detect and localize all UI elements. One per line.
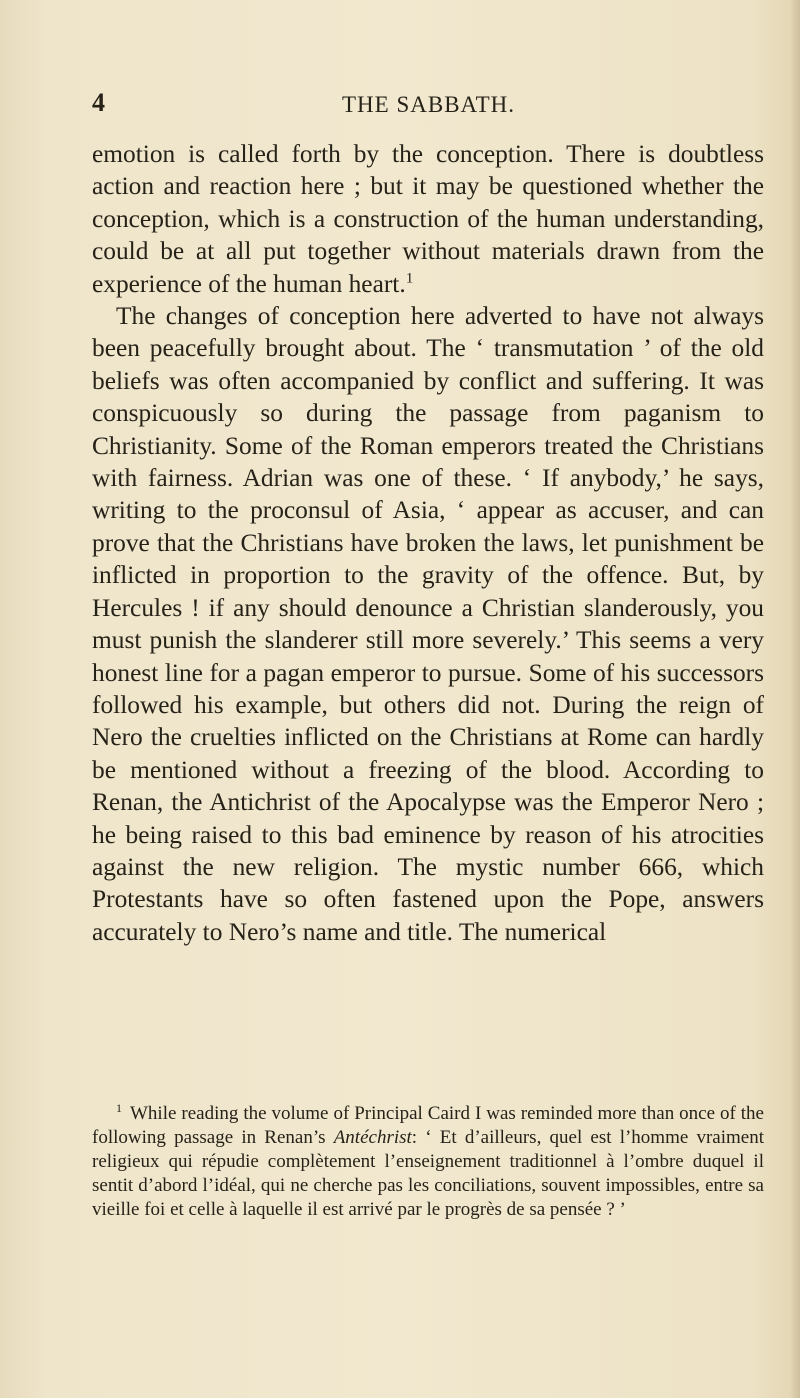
footnote-text-before: While reading the volume of Principal Caird I was reminded more than once of the following passage in Renan’s xyxy=(92,1103,764,1148)
running-head: THE SABBATH. xyxy=(342,92,516,117)
footnote xyxy=(92,1102,764,1222)
page-header xyxy=(92,88,752,118)
paragraph-2: The changes of conception here adverted to have not always been peacefully brought about. The ‘ transmutation ’ of the old beliefs was often accompanied by conflict and suffering. It was conspicuously so during the passage from paganism to Christianity. Some of the Roman emperors treated the Christians with fairness. Adrian was one of these. ‘ If anybody,’ he says, writing to the proconsul of Asia, ‘ appear as accuser, and can prove that the Christians have broken the laws, let punishment be inflicted in proportion to the gravity of the offence. But, by Hercules ! if any should denounce a Christian slanderously, you must punish the slanderer still more severely.’ This seems a very honest line for a pagan emperor to pursue. Some of his successors followed his example, but others did not. During the reign of Nero the cruelties inflicted on the Christians at Rome can hardly be mentioned without a freezing of the blood. According to Renan, the Antichrist of the Apocalypse was the Emperor Nero ; he being raised to this bad eminence by reason of his atrocities against the new religion. The mystic number 666, which Protestants have so often fastened upon the Pope, answers accurately to Nero’s name and title. The numerical xyxy=(92,302,764,946)
paragraph-continuation xyxy=(92,138,764,300)
page-number: 4 xyxy=(92,88,105,117)
footnote-text-after: : ‘ Et d’ailleurs, quel est l’homme vraiment religieux qui répudie complètement l’enseignement traditionnel à l’ombre duquel il sentit d’abord l’idéal, qui ne cherche pas les conciliations, souvent impossibles, entre sa vieille foi et celle à laquelle il est arrivé par le progrès de sa pensée ? ’ xyxy=(92,1127,764,1220)
footnote-mark: 1 xyxy=(116,1100,122,1115)
page-edge-shadow xyxy=(790,0,800,1398)
footnote-book-title: Antéchrist xyxy=(333,1127,412,1148)
main-text xyxy=(92,138,764,948)
paragraph-1-text: emotion is called forth by the conception. There is doubtless action and reaction here ; but it may be questioned whether the conception, which is a construction of the human understanding, could be at all put together without materials drawn from the experience of the human heart. xyxy=(92,140,764,298)
footnote-reference: 1 xyxy=(405,269,414,287)
